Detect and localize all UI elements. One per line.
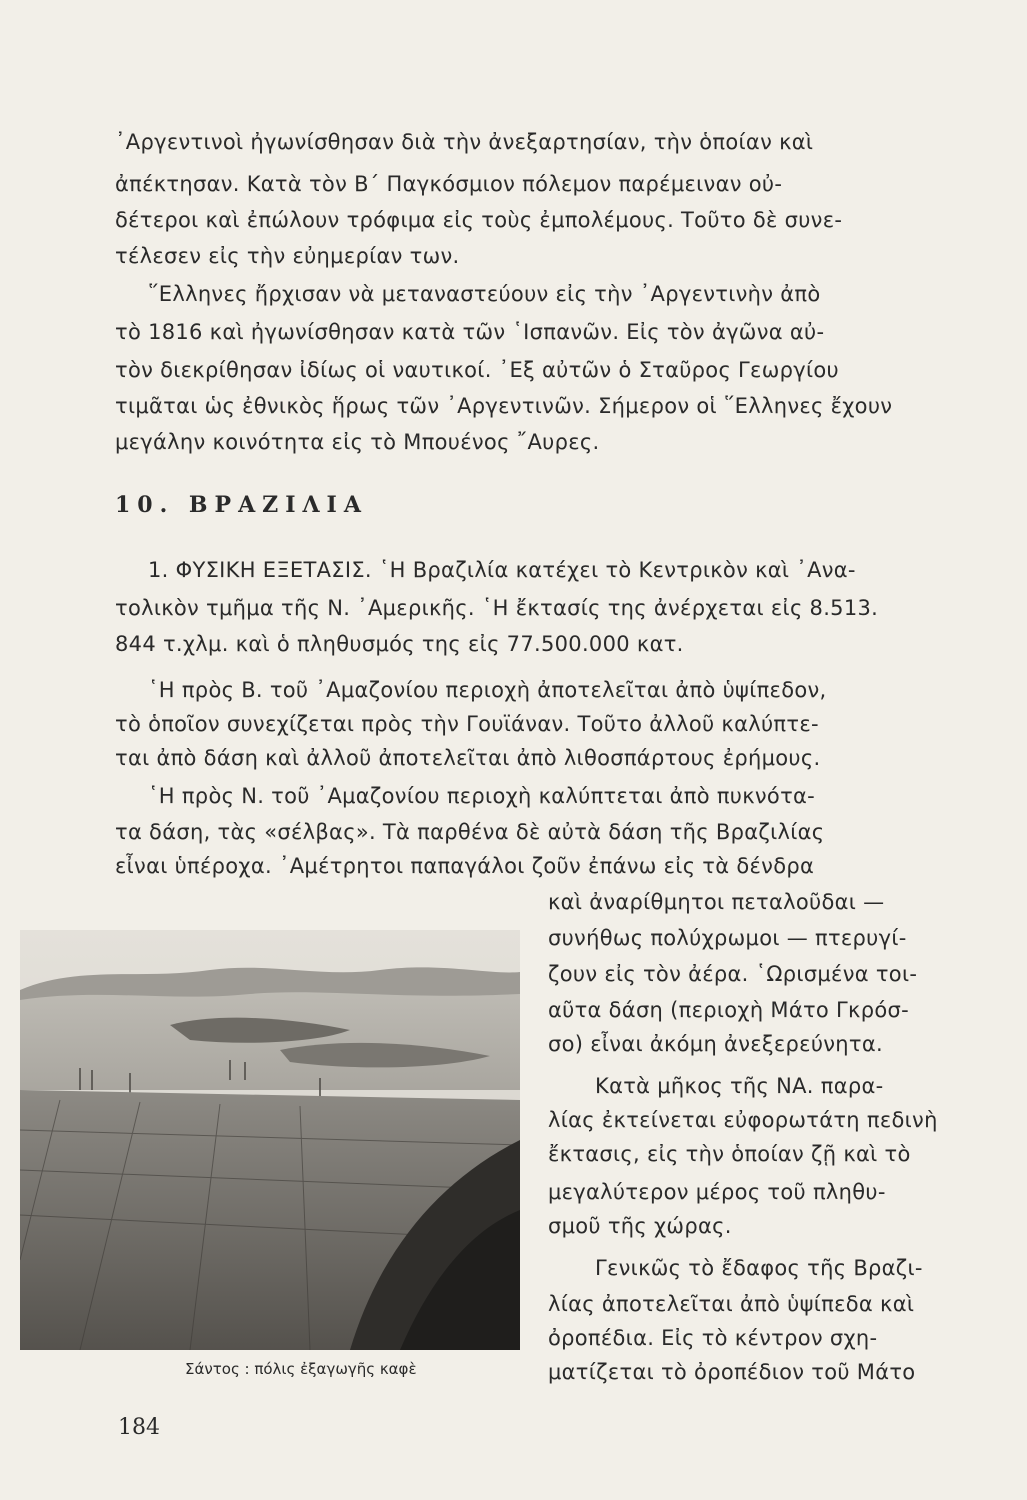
text-line: ζουν εἰς τὸν ἀέρα. ῾Ωρισμένα τοι- bbox=[548, 962, 918, 986]
text-line: σο) εἶναι ἀκόμη ἀνεξερεύνητα. bbox=[548, 1032, 883, 1056]
text-line: τὸ ὁποῖον συνεχίζεται πρὸς τὴν Γουϊάναν. Τοῦτο ἀλλοῦ καλύπτε- bbox=[115, 712, 819, 736]
text-line: Κατὰ μῆκος τῆς ΝΑ. παρα- bbox=[595, 1074, 884, 1098]
text-line: ῞Ελληνες ἤρχισαν νὰ μεταναστεύουν εἰς τὴν ᾿Αργεντινὴν ἀπὸ bbox=[148, 282, 821, 306]
text-line: μεγάλην κοινότητα εἰς τὸ Μπουένος ῎Αυρες. bbox=[115, 430, 600, 454]
text-line: λίας ἀποτελεῖται ἀπὸ ὑψίπεδα καὶ bbox=[548, 1292, 915, 1316]
text-line: ὀροπέδια. Εἰς τὸ κέντρον σχη- bbox=[548, 1326, 878, 1350]
text-line: 1. ΦΥΣΙΚΗ ΕΞΕΤΑΣΙΣ. ῾Η Βραζιλία κατέχει τὸ Κεντρικὸν καὶ ᾿Ανα- bbox=[148, 558, 856, 582]
text-line: 844 τ.χλμ. καὶ ὁ πληθυσμός της εἰς 77.500.000 κατ. bbox=[115, 632, 684, 656]
text-line: συνήθως πολύχρωμοι — πτερυγί- bbox=[548, 926, 907, 950]
section-heading: 10. ΒΡΑΖΙΛΙΑ bbox=[115, 492, 368, 518]
text-line: μεγαλύτερον μέρος τοῦ πληθυ- bbox=[548, 1180, 886, 1204]
text-line: τιμᾶται ὡς ἐθνικὸς ἥρως τῶν ᾿Αργεντινῶν. Σήμερον οἱ ῞Ελληνες ἔχουν bbox=[115, 394, 893, 418]
text-line: ματίζεται τὸ ὀροπέδιον τοῦ Μάτο bbox=[548, 1360, 916, 1384]
text-line: τέλεσεν εἰς τὴν εὐημερίαν των. bbox=[115, 244, 460, 268]
text-line: τὸ 1816 καὶ ἠγωνίσθησαν κατὰ τῶν ῾Ισπανῶν. Εἰς τὸν ἀγῶνα αὐ- bbox=[115, 320, 825, 344]
text-line: ἀπέκτησαν. Κατὰ τὸν Β΄ Παγκόσμιον πόλεμον παρέμειναν οὐ- bbox=[115, 172, 783, 196]
text-line: Γενικῶς τὸ ἔδαφος τῆς Βραζι- bbox=[595, 1256, 923, 1280]
text-line: τὸν διεκρίθησαν ἰδίως οἱ ναυτικοί. ᾿Εξ αὐτῶν ὁ Σταῦρος Γεωργίου bbox=[115, 358, 839, 382]
text-line: ἔκτασις, εἰς τὴν ὁποίαν ζῇ καὶ τὸ bbox=[548, 1142, 911, 1166]
text-line: αῦτα δάση (περιοχὴ Μάτο Γκρόσ- bbox=[548, 998, 909, 1022]
santos-harbor-photo bbox=[20, 930, 520, 1350]
text-line: τολικὸν τμῆμα τῆς Ν. ᾿Αμερικῆς. ῾Η ἔκτασίς της ἀνέρχεται εἰς 8.513. bbox=[115, 596, 879, 620]
text-line: ᾿Αργεντινοὶ ἠγωνίσθησαν διὰ τὴν ἀνεξαρτησίαν, τὴν ὁποίαν καὶ bbox=[115, 130, 814, 154]
text-line: σμοῦ τῆς χώρας. bbox=[548, 1214, 732, 1238]
text-line: ῾Η πρὸς Ν. τοῦ ᾿Αμαζονίου περιοχὴ καλύπτεται ἀπὸ πυκνότα- bbox=[148, 784, 816, 808]
page-number: 184 bbox=[118, 1415, 160, 1440]
text-line: τα δάση, τὰς «σέλβας». Τὰ παρθένα δὲ αὐτὰ δάση τῆς Βραζιλίας bbox=[115, 820, 825, 844]
text-line: ῾Η πρὸς Β. τοῦ ᾿Αμαζονίου περιοχὴ ἀποτελεῖται ἀπὸ ὑψίπεδον, bbox=[148, 678, 827, 702]
harbor-illustration bbox=[20, 930, 520, 1350]
text-line: δέτεροι καὶ ἐπώλουν τρόφιμα εἰς τοὺς ἐμπολέμους. Τοῦτο δὲ συνε- bbox=[115, 208, 843, 232]
text-line: εἶναι ὑπέροχα. ᾿Αμέτρητοι παπαγάλοι ζοῦν ἐπάνω εἰς τὰ δένδρα bbox=[115, 854, 815, 878]
text-line: ται ἀπὸ δάση καὶ ἀλλοῦ ἀποτελεῖται ἀπὸ λιθοσπάρτους ἐρήμους. bbox=[115, 746, 821, 770]
text-line: καὶ ἀναρίθμητοι πεταλοῦδαι — bbox=[548, 890, 885, 914]
text-line: λίας ἐκτείνεται εὐφορωτάτη πεδινὴ bbox=[548, 1108, 938, 1132]
photo-caption: Σάντος : πόλις ἐξαγωγῆς καφὲ bbox=[185, 1360, 417, 1378]
